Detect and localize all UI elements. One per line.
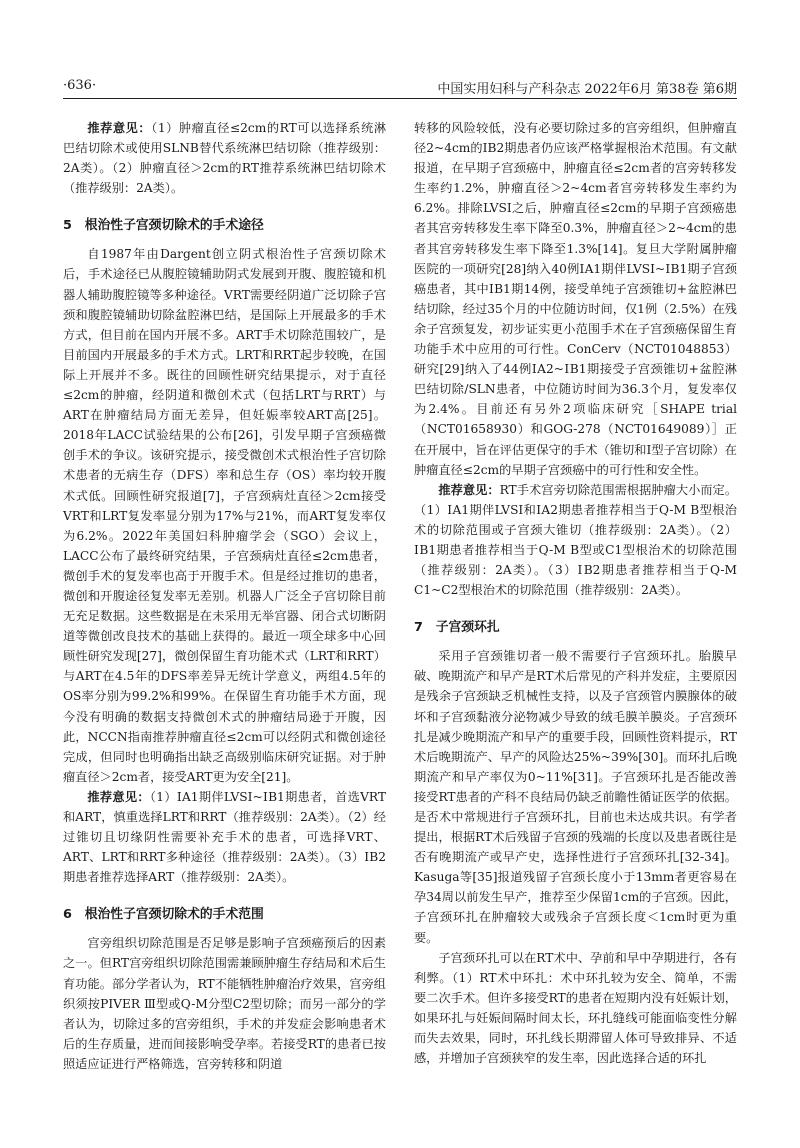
section-6-paragraph-continued: 转移的风险较低，没有必要切除过多的宫旁组织，但肿瘤直径2~4cm的ⅠB2期患者仍应该严格掌握根治术范围。有文献报道，在早期子宫颈癌中，肿瘤直径≤2cm者的宫旁转移发生率约1.2%，肿瘤直径＞2~4cm者宫旁转移发生率约为6.2%。排除LVSI之后，肿瘤直径≤2cm的早期子宫颈癌患者其宫旁转移发生率下降至0.3%，肿瘤直径＞2~4cm的患者其宫旁转移发生率下降至1.3%[14]。复旦大学附属肿瘤医院的一项研究[28]纳入40例ⅠA1期伴LVSI~ⅠB1期子宫颈癌患者，其中ⅠB1期14例，接受单纯子宫颈锥切+盆腔淋巴结切除，经过35个月的中位随访时间，仅1例（2.5%）在残余子宫颈复发，初步证实更小范围手术在子宫颈癌保留生育功能手术中应用的可行性。ConCerv（NCT01048853）研究[29]纳入了44例ⅠA2~ⅠB1期接受子宫颈锥切+盆腔淋巴结切除/SLN患者，中位随访时间为36.3个月，复发率仅为2.4%。目前还有另外2项临床研究［SHAPE trial（NCT01658930）和GOG-278（NCT01649089）］正在开展中，旨在评估更保守的手术（锥切和Ⅰ型子宫切除）在肿瘤直径≤2cm的早期子宫颈癌中的可行性和安全性。 — [414, 121, 737, 477]
section-5-recommendation — [63, 787, 386, 887]
recommendation-text: （1）ⅠA1期伴LVSI~ⅠB1期患者，首选VRT和ART，慎重选择LRT和RRT（推荐级别：2A类）。（2）经过锥切且切缘阴性需要补充手术的患者，可选择VRT、ART、LRT和RRT多种途径（推荐级别：2A类）。（3）ⅠB2期患者推荐选择ART（推荐级别：2A类）。 — [63, 789, 387, 885]
recommendation-paragraph — [63, 118, 386, 198]
section-5-paragraph: 自1987年由Dargent创立阴式根治性子宫颈切除术后，手术途径已从腹腔镜辅助阴式发展到开腹、腹腔镜和机器人辅助腹腔镜等多种途径。VRT需要经阴道广泛切除子宫颈和腹腔镜辅助切除盆腔淋巴结，是国际上开展最多的手术方式，但目前在国内开展不多。ART手术切除范围较广，是目前国内开展最多的手术方式。LRT和RRT起步较晚，在国际上开展并不多。既往的回顾性研究结果提示，对于直径≤2cm的肿瘤，经阴道和微创术式（包括LRT与RRT）与ART在肿瘤结局方面无差异，但妊娠率较ART高[25]。2018年LACC试验结果的公布[26]，引发早期子宫颈癌微创手术的争议。该研究提示，接受微创术式根治性子宫切除术患者的无病生存（DFS）率和总生存（OS）率均较开腹术式低。回顾性研究报道[7]，子宫颈病灶直径＞2cm接受VRT和LRT复发率显分别为17%与21%，而ART复发率仅为6.2%。2022年美国妇科肿瘤学会（SGO）会议上，LACC公布了最终研究结果，子宫颈病灶直径≤2cm患者，微创手术的复发率也高于开腹手术。但是经过推切的患者，微创和开腹途径复发率无差别。机器人广泛全子宫切除目前无充足数据。这些数据是在未采用无举宫器、闭合式切断阴道等微创改良技术的基础上获得的。最近一项全球多中心回顾性研究发现[27]，微创保留生育功能术式（LRT和RRT）与ART在4.5年的DFS率差异无统计学意义，两组4.5年的OS率分别为99.2%和99%。在保留生育功能手术方面，现今没有明确的数据支持微创术式的肿瘤结局逊于开腹，因此，NCCN指南推荐肿瘤直径≤2cm可以经阴式和微创途径完成，但同时也明确指出缺乏高级别临床研究证据。对于肿瘤直径＞2cm者，接受ART更为安全[21]。 — [63, 247, 386, 784]
recommendation-text: （1）肿瘤直径≤2cm的RT可以选择系统淋巴结切除术或使用SLNB替代系统淋巴结切除（推荐级别：2A类）。（2）肿瘤直径＞2cm的RT推荐系统淋巴结切除术（推荐级别：2A类）。 — [63, 121, 387, 196]
section-7-paragraph-2: 子宫颈环扎可以在RT术中、孕前和早中孕期进行，各有利弊。（1）RT术中环扎：术中环扎较为安全、简单，不需要二次手术。但许多接受RT的患者在短期内没有妊娠计划，如果环扎与妊娠间隔时间太长，环扎缝线可能面临变性分解而失去效果，同时，环扎线长期滞留人体可导致排异、不适感，并增加子宫颈狭窄的发生率，因此选择合适的环扎 — [414, 950, 737, 1066]
journal-info: 中国实用妇科与产科杂志 2022年6月 第38卷 第6期 — [437, 82, 737, 97]
section-7-paragraph-1: 采用子宫颈锥切者一般不需要行子宫颈环扎。胎膜早破、晚期流产和早产是RT术后常见的产科并发症，主要原因是残余子宫颈缺乏机械性支持，以及子宫颈管内膜腺体的破坏和子宫颈黏液分泌物减少导致的绒毛膜羊膜炎。子宫颈环扎是减少晚期流产和早产的重要手段，回顾性资料提示，RT术后晚期流产、早产的风险达25%~39%[30]。而环扎后晚期流产和早产率仅为0~11%[31]。子宫颈环扎是否能改善接受RT患者的产科不良结局仍缺乏前瞻性循证医学的依据。是否术中常规进行子宫颈环扎，目前也未达成共识。有学者提出，根据RT术后残留子宫颈的残端的长度以及患者既往是否有晚期流产或早产史，选择性进行子宫颈环扎[32-34]。Kasuga等[35]报道残留子宫颈长度小于13mm者更容易在孕34周以前发生早产，推荐至少保留1cm的子宫颈。因此，子宫颈环扎在肿瘤较大或残余子宫颈长度＜1cm时更为重要。 — [414, 649, 737, 945]
section-5-heading: 5 根治性子宫颈切除术的手术途径 — [63, 218, 264, 234]
recommendation-label: 推荐意见： — [438, 482, 500, 497]
recommendation-label: 推荐意见： — [87, 789, 150, 804]
page-number: ·636· — [63, 78, 97, 93]
running-header — [63, 76, 737, 99]
right-column — [414, 118, 737, 1068]
recommendation-text: RT手术宫旁切除范围需根据肿瘤大小而定。（1）ⅠA1期伴LVSI和ⅠA2期患者推荐相当于Q-M B型根治术的切除范围或子宫颈大锥切（推荐级别：2A类）。（2）ⅠB1期患者推荐相当于Q-M B型或C1型根治术的切除范围（推荐级别：2A类）。（3）ⅠB2期患者推荐相当于Q-M C1~C2型根治术的切除范围（推荐级别：2A类）。 — [414, 482, 738, 598]
section-6-paragraph: 宫旁组织切除范围是否足够是影响子宫颈癌预后的因素之一。但RT宫旁组织切除范围需兼顾肿瘤生存结局和术后生育功能。部分学者认为，RT不能牺牲肿瘤治疗效果，宫旁组织须按PIVER Ⅲ型或Q-M分型C2型切除；而另一部分的学者认为，切除过多的宫旁组织，手术的并发症会影响患者术后的生存质量，进而间接影响受孕率。若接受RT的患者已按照适应证进行严格筛选，宫旁转移和阴道 — [63, 936, 386, 1071]
left-column — [63, 118, 386, 1074]
section-6-heading: 6 根治性子宫颈切除术的手术范围 — [63, 907, 264, 923]
section-6-recommendation — [414, 480, 737, 601]
recommendation-label: 推荐意见： — [87, 121, 152, 135]
section-7-heading: 7 子宫颈环扎 — [414, 620, 500, 636]
